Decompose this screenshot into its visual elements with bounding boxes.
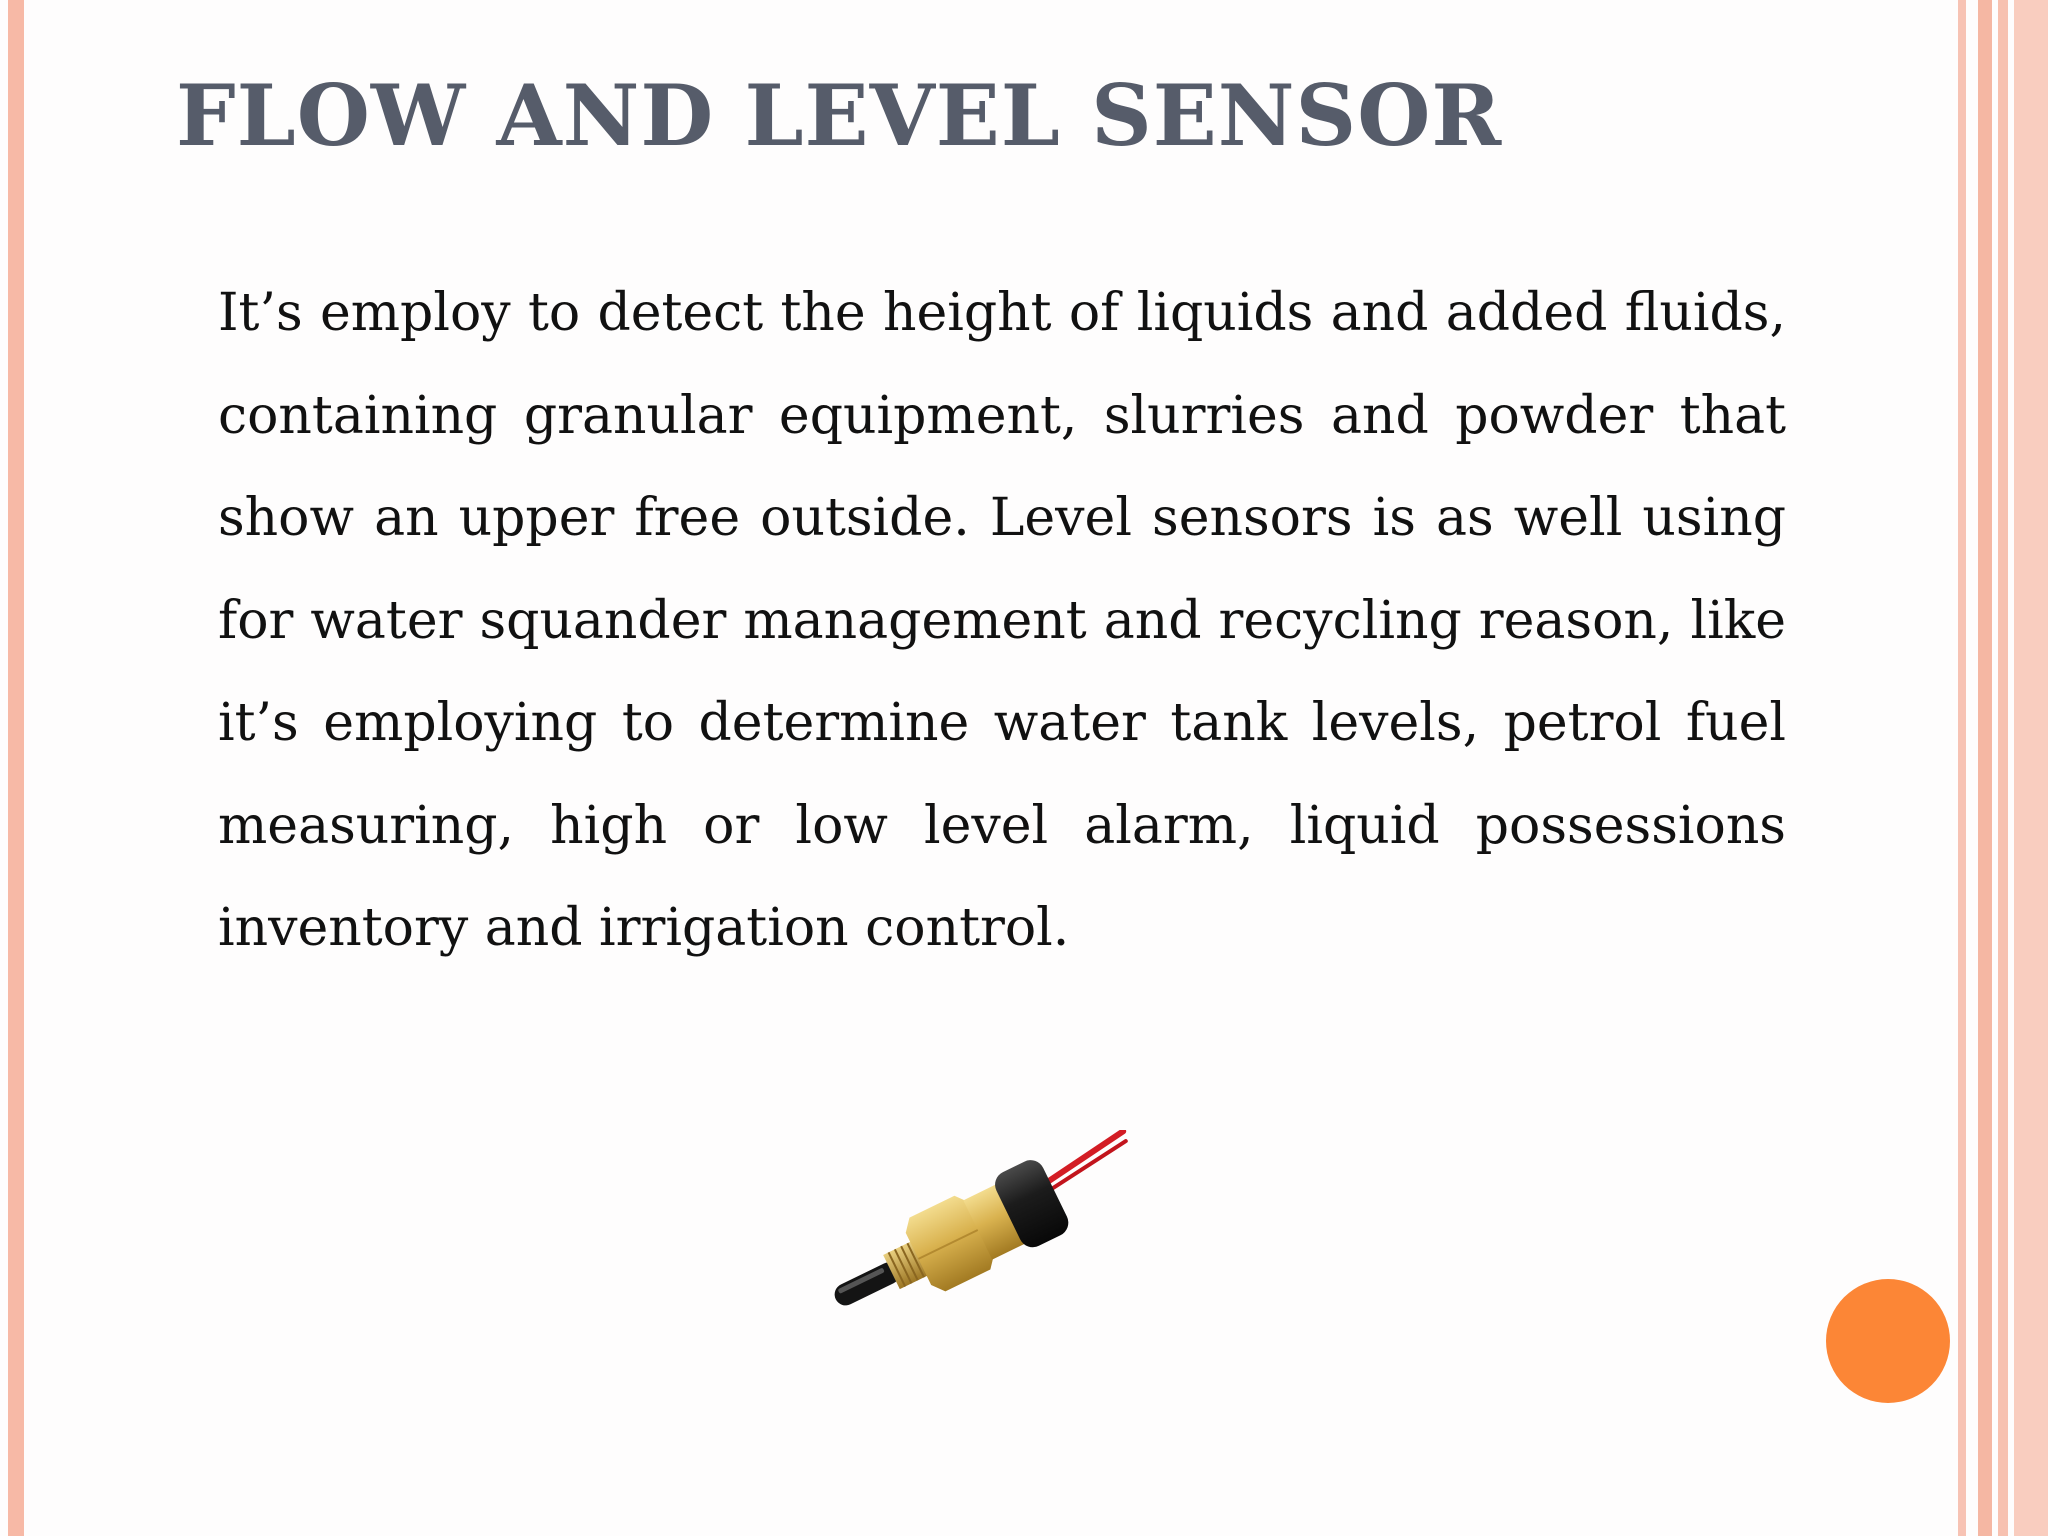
- right-border-stripe: [2014, 0, 2048, 1536]
- left-border-stripe: [8, 0, 24, 1536]
- right-border-stripe: [1978, 0, 1992, 1536]
- decorative-orange-circle: [1826, 1279, 1950, 1403]
- level-sensor-image: [800, 1130, 1160, 1330]
- right-border-stripe: [1958, 0, 1966, 1536]
- right-border-stripe: [1998, 0, 2008, 1536]
- slide-body-text: It’s employ to detect the height of liquids and added fluids, containing granular equipment, slurries and powder that show an upper free outside. Level sensors is as well using for water squander management and recycling reason, like it’s employing to determine water tank levels, petrol fuel measuring, high or low level alarm, liquid possessions inventory and irrigation control.: [218, 283, 1786, 958]
- slide-title: FLOW AND LEVEL SENSOR: [176, 66, 1503, 165]
